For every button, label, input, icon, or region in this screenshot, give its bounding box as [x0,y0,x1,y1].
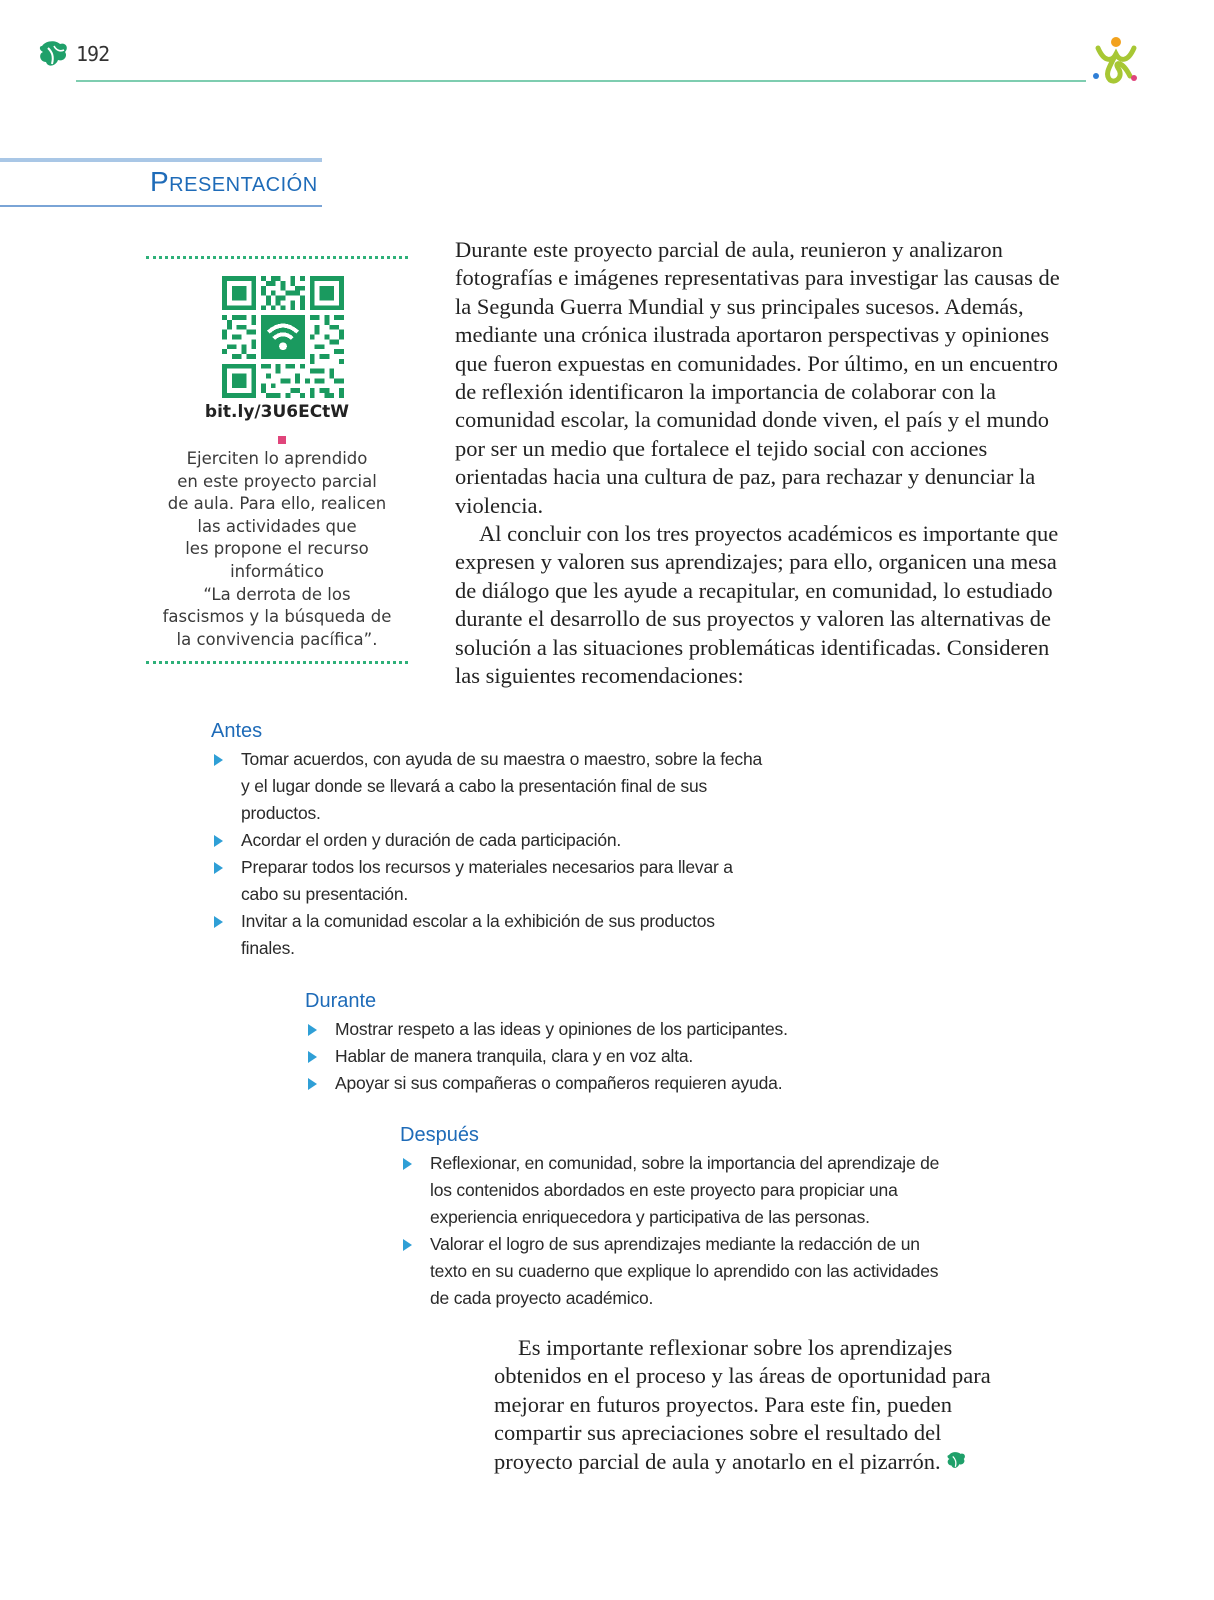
list-item [400,1231,960,1312]
sidebar-line: informático [230,561,324,581]
durante-heading: Durante [305,990,377,1012]
sidebar-line: les propone el recurso [185,539,369,559]
list-item [211,827,771,854]
sidebar-line: en este proyecto parcial [177,471,377,491]
green-leaf-icon [945,1449,967,1473]
list-item-text: Mostrar respeto a las ideas y opiniones de los participantes. [335,1019,788,1039]
list-item-text: Acordar el orden y duración de cada participación. [241,830,622,850]
list-item [400,1150,960,1231]
list-item [211,854,771,908]
sidebar-dotted-rule-top [146,256,408,259]
triangle-bullet-icon [308,1024,317,1036]
list-item-text: Tomar acuerdos, con ayuda de su maestra o maestro, sobre la fecha y el lugar donde se llevará a cabo la presentación final de sus productos. [241,749,763,823]
sidebar-line: de aula. Para ello, realicen [167,494,387,514]
triangle-bullet-icon [403,1239,412,1251]
list-item [211,908,771,962]
triangle-bullet-icon [214,754,223,766]
intro-text [455,236,1067,691]
header-rule [76,80,1086,82]
list-item [305,1043,865,1070]
triangle-bullet-icon [308,1078,317,1090]
list-item-text: Hablar de manera tranquila, clara y en voz alta. [335,1046,694,1066]
despues-heading: Después [400,1124,479,1146]
antes-heading: Antes [211,720,263,742]
antes-list [211,746,771,962]
despues-list [400,1150,960,1312]
qr-code-icon[interactable] [222,276,344,398]
sidebar-line: las actividades que [197,516,357,536]
triangle-bullet-icon [214,916,223,928]
green-leaf-icon [36,38,70,72]
list-item-text: Invitar a la comunidad escolar a la exhibición de sus productos finales. [241,911,715,958]
title-top-rule [0,158,322,162]
sidebar-line: la convivencia pacífica”. [176,629,378,649]
triangle-bullet-icon [403,1158,412,1170]
list-item-text: Preparar todos los recursos y materiales necesarios para llevar a cabo su presentación. [241,857,733,904]
durante-list [305,1016,865,1097]
intro-paragraph-2: Al concluir con los tres proyectos académicos es importante que expresen y valoren sus aprendizajes; para ello, organicen una mesa de diálogo que les ayude a recapitular, en comunidad, lo estudiado durante el desarrollo de sus proyectos y valoren las alternativas de solución a las situaciones problemáticas identificadas. Consideren las siguientes recomendaciones: [455,521,1059,689]
qr-link-url[interactable]: bit.ly/3U6ECtW [204,402,350,422]
list-item [305,1016,865,1043]
closing-paragraph [494,1334,1024,1476]
sidebar-description [146,448,408,651]
list-item-text: Valorar el logro de sus aprendizajes mediante la redacción de un texto en su cuaderno que explique lo aprendido con las actividades de cada proyecto académico. [430,1234,939,1308]
colorful-figure-logo [1090,32,1142,86]
sidebar-line: “La derrota de los [203,584,351,604]
list-item [211,746,771,827]
page-number: 192 [76,42,110,66]
sidebar-line: fascismos y la búsqueda de [162,607,392,627]
closing-text: Es importante reflexionar sobre los aprendizajes obtenidos en el proceso y las áreas de oportunidad para mejorar en futuros proyectos. Para este fin, pueden compartir sus apreciaciones sobre el resultado del proyecto parcial de aula y anotarlo en el pizarrón. [494,1335,991,1474]
triangle-bullet-icon [214,835,223,847]
sidebar-dotted-rule-bottom [146,661,408,664]
sidebar-line: Ejerciten lo aprendido [186,449,368,468]
section-title: Presentación [150,166,318,197]
title-bottom-rule [0,205,322,207]
list-item [305,1070,865,1097]
list-item-text: Reflexionar, en comunidad, sobre la importancia del aprendizaje de los contenidos abordados en este proyecto para propiciar una experiencia enriquecedora y participativa de las personas. [430,1153,940,1227]
list-item-text: Apoyar si sus compañeras o compañeros requieren ayuda. [335,1073,783,1093]
triangle-bullet-icon [308,1051,317,1063]
pink-marker [278,436,286,444]
intro-paragraph-1: Durante este proyecto parcial de aula, reunieron y analizaron fotografías e imágenes representativas para investigar las causas de la Segunda Guerra Mundial y sus principales sucesos. Además, mediante una crónica ilustrada aportaron perspectivas y opiniones que fueron expuestas en comunidades. Por último, en un encuentro de reflexión identificaron la importancia de colaborar con la comunidad escolar, la comunidad donde viven, el país y el mundo por ser un medio que fortalece el tejido social con acciones orientadas hacia una cultura de paz, para rechazar y denunciar la violencia. [455,237,1060,518]
triangle-bullet-icon [214,862,223,874]
